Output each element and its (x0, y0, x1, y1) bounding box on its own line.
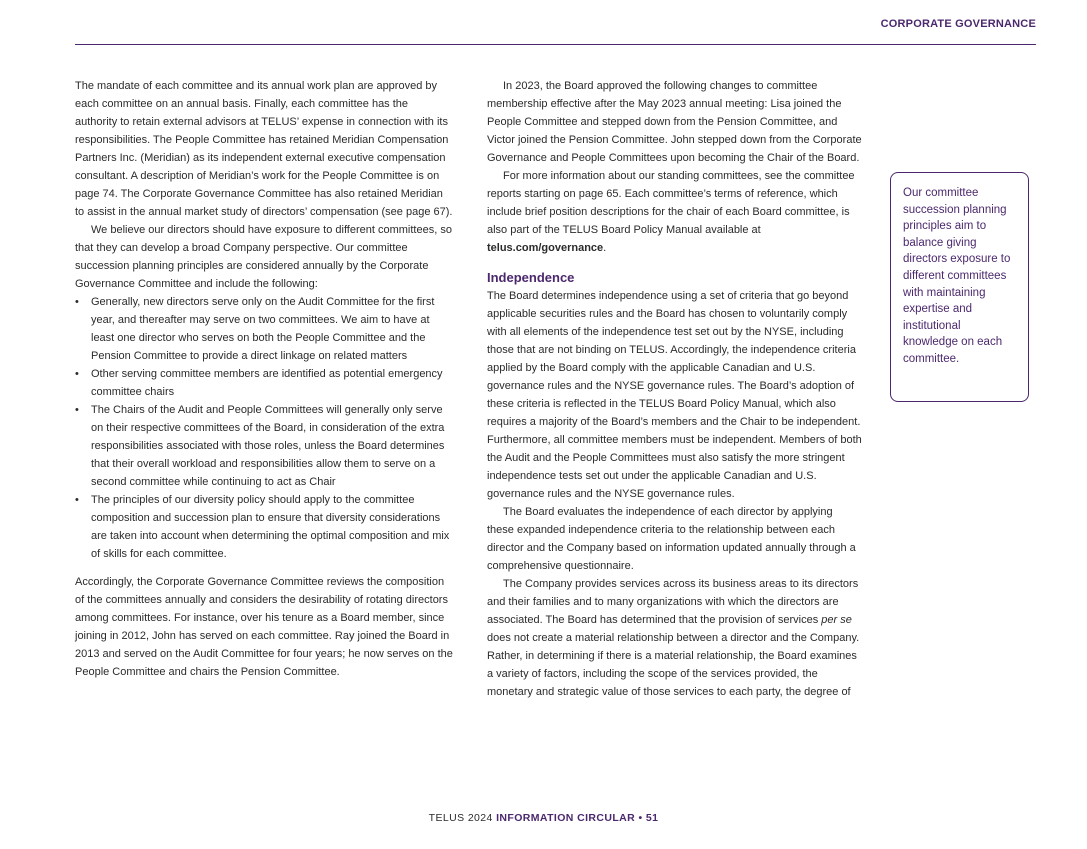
footer-separator: • (635, 812, 646, 824)
succession-principles-list (75, 293, 453, 563)
page-footer (0, 812, 1087, 824)
left-column (75, 77, 453, 681)
list-item: • The principles of our diversity policy should apply to the committee composition and succession plan to ensure that diversity considerations are taken into account when determining the optimal composition and mix of skills for each committee. (75, 491, 453, 563)
governance-link[interactable]: telus.com/governance (487, 242, 604, 254)
paragraph-end: . (603, 242, 607, 254)
page-number: 51 (645, 812, 659, 824)
paragraph (487, 167, 862, 257)
paragraph: Accordingly, the Corporate Governance Committee reviews the composition of the committees annually and considers the desirability of rotating directors among committees. For instance, over his tenure as a Board member, since joining in 2012, John has served on each committee. Ray joined the Board in 2013 and served on the Audit Committee for four years; he now serves on the People Committee and chairs the Pension Committee. (75, 576, 453, 678)
paragraph-text: The Company provides services across its business areas to its directors and their families and to many organizations with which the directors are associated. The Board has determined that the provision of services (487, 578, 859, 626)
paragraph: We believe our directors should have exposure to different committees, so that they can develop a broad Company perspective. Our committee succession planning principles are considered annually by the Corporate Governance Committee and include the following: (75, 224, 452, 290)
paragraph (487, 575, 862, 701)
paragraph-text: does not create a material relationship between a director and the Company. Rather, in determining if there is a material relationship, the Board examines a variety of factors, including the scope of the services provided, the monetary and strategic value of those services to each party, the degree of (487, 632, 860, 698)
middle-column (487, 77, 862, 701)
section-label: CORPORATE GOVERNANCE (880, 18, 1036, 30)
paragraph-text: For more information about our standing committees, see the committee reports starting on page 65. Each committee’s terms of reference, which include brief position descriptions for the chair of each Board committee, is also part of the TELUS Board Policy Manual available at (487, 170, 855, 236)
section-heading: Independence (487, 270, 575, 285)
italic-term: per se (821, 614, 852, 626)
paragraph: In 2023, the Board approved the following changes to committee membership effective after the May 2023 annual meeting: Lisa joined the People Committee and stepped down from the Pension Committee, and Victor joined the Pension Committee. John stepped down from the Corporate Governance and People Committees upon becoming the Chair of the Board. (487, 80, 862, 164)
footer-prefix: TELUS 2024 (428, 812, 497, 824)
paragraph: The Board determines independence using a set of criteria that go beyond applicable securities rules and the Board has chosen to voluntarily comply with all elements of the independence test set out by the NYSE, including those that are not binding on TELUS. Accordingly, the independence criteria applied by the Board comply with the applicable Canadian and U.S. governance rules and the NYSE governance rules. The Board’s adoption of these criteria is reflected in the TELUS Board Policy Manual, which also requires a majority of the Board’s members and the Chair to be independent. Furthermore, all committee members must be independent. Members of both the Audit and the People Committees must also satisfy the more stringent independence tests set out under the applicable Canadian and U.S. governance rules and the NYSE governance rules. (487, 290, 862, 500)
list-item: • Generally, new directors serve only on the Audit Committee for the first year, and thereafter may serve on two committees. We aim to have at least one director who serves on both the People Committee and the Pension Committee to provide a direct linkage on related matters (75, 293, 453, 365)
header-divider (75, 44, 1036, 45)
list-item: • The Chairs of the Audit and People Committees will generally only serve on their respective committees of the Board, in consideration of the extra responsibilities associated with those roles, unless the Board determines that their overall workload and responsibilities allow them to serve on a second committee while continuing to act as Chair (75, 401, 453, 491)
paragraph: The Board evaluates the independence of each director by applying these expanded independence criteria to the relationship between each director and the Company based on information updated annually through a comprehensive questionnaire. (487, 506, 856, 572)
list-item: • Other serving committee members are identified as potential emergency committee chairs (75, 365, 453, 401)
sidebar-callout: Our committee succession planning principles aim to balance giving directors exposure to different committees with maintaining expertise and institutional knowledge on each committee. (890, 172, 1029, 402)
paragraph: The mandate of each committee and its annual work plan are approved by each committee on an annual basis. Finally, each committee has the authority to retain external advisors at TELUS’ expense in connection with its responsibilities. The People Committee has retained Meridian Compensation Partners Inc. (Meridian) as its independent external executive compensation consultant. A description of Meridian’s work for the People Committee is on page 74. The Corporate Governance Committee has also retained Meridian to assist in the annual market study of directors’ compensation (see page 67). (75, 80, 453, 218)
footer-title: INFORMATION CIRCULAR (496, 812, 636, 824)
